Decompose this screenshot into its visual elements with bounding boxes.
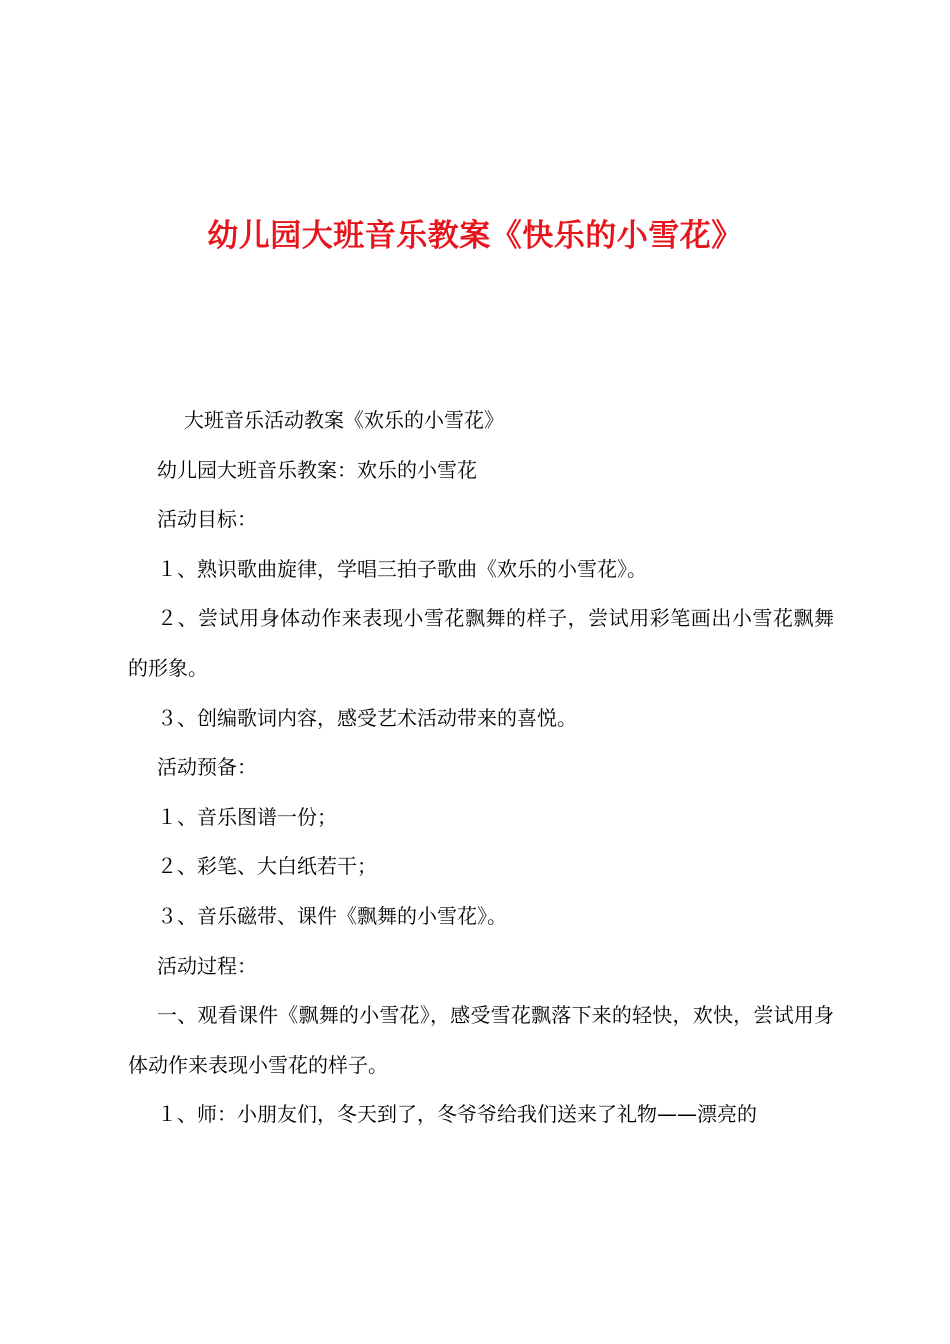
paragraph: ３、创编歌词内容，感受艺术活动带来的喜悦。 bbox=[157, 705, 577, 730]
section-heading-goals: 活动目标： bbox=[157, 507, 257, 532]
paragraph: １、师：小朋友们，冬天到了，冬爷爷给我们送来了礼物——漂亮的 bbox=[157, 1102, 757, 1127]
paragraph: １、音乐图谱一份； bbox=[157, 804, 337, 829]
paragraph-subtitle: 大班音乐活动教案《欢乐的小雪花》 bbox=[184, 408, 504, 432]
paragraph: １、熟识歌曲旋律，学唱三拍子歌曲《欢乐的小雪花》。 bbox=[157, 556, 647, 581]
paragraph: ２、彩笔、大白纸若干； bbox=[157, 854, 377, 879]
document-title: 幼儿园大班音乐教案《快乐的小雪花》 bbox=[207, 218, 743, 254]
paragraph: ２、尝试用身体动作来表现小雪花飘舞的样子，尝试用彩笔画出小雪花飘舞的形象。 bbox=[128, 606, 834, 680]
paragraph-heading: 幼儿园大班音乐教案：欢乐的小雪花 bbox=[157, 457, 477, 482]
section-heading-process: 活动过程： bbox=[157, 953, 257, 978]
paragraph: 一、观看课件《飘舞的小雪花》，感受雪花飘落下来的轻快，欢快，尝试用身体动作来表现小雪花的样子。 bbox=[128, 1003, 834, 1077]
paragraph: ３、音乐磁带、课件《飘舞的小雪花》。 bbox=[157, 903, 507, 928]
section-heading-preparation: 活动预备： bbox=[157, 755, 257, 780]
document-body bbox=[128, 396, 834, 1140]
